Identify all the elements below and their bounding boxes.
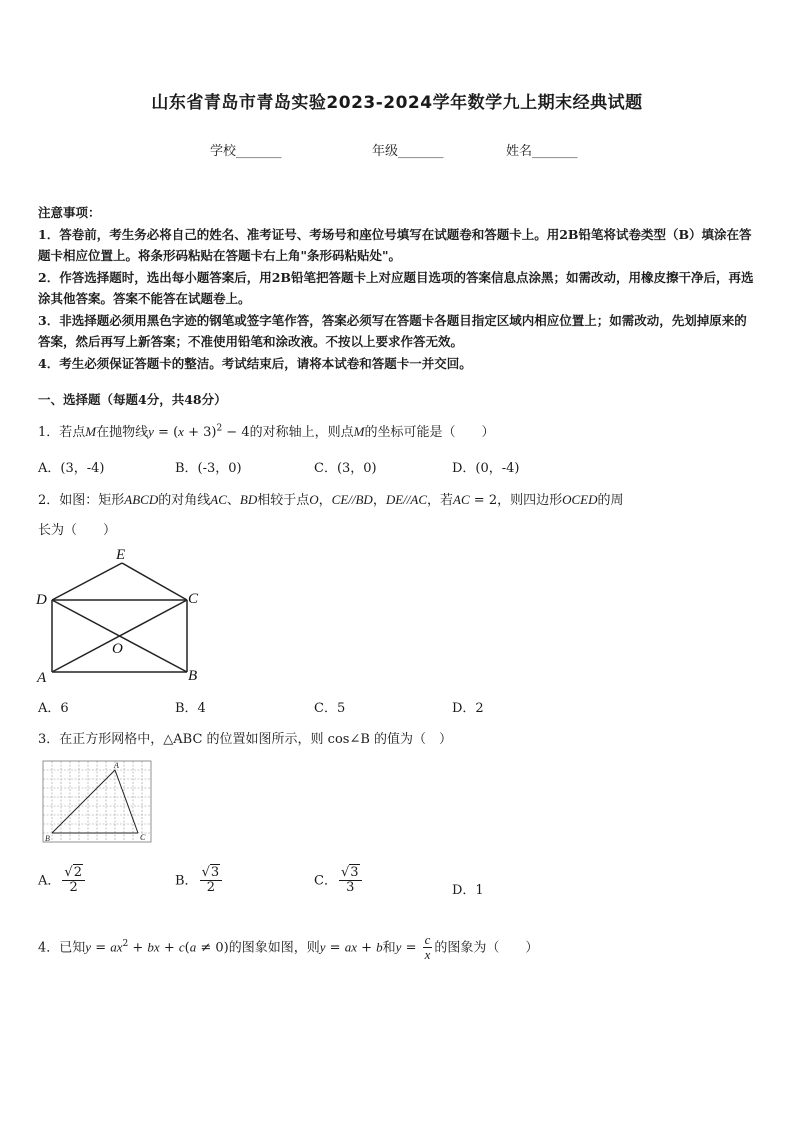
notes-item: 4．考生必须保证答题卡的整洁。考试结束后，请将本试卷和答题卡一并交回。 <box>38 355 472 371</box>
side-ac <box>115 770 138 833</box>
q4-text: 和 <box>382 940 396 956</box>
q2-option-c: C．5 <box>314 701 346 716</box>
q1-var: M <box>353 424 365 439</box>
label-a: A <box>114 761 119 770</box>
option-label: C． <box>314 873 337 889</box>
q4-var: a <box>189 939 197 955</box>
q2-var: OCED <box>562 492 598 507</box>
q2-text: 相较于点 <box>257 493 310 508</box>
label-c: C <box>188 591 199 607</box>
question-4 <box>38 933 538 963</box>
page-title: 山东省青岛市青岛实验2023-2024学年数学九上期末经典试题 <box>151 93 643 113</box>
q2-option-b: B．4 <box>175 701 206 716</box>
notes-section <box>38 202 758 374</box>
q1-text: 的对称轴上，则点 <box>249 425 354 440</box>
q2-var: CE//BD <box>331 492 373 507</box>
radicand: 3 <box>350 865 359 880</box>
q2-var: DE//AC <box>385 492 428 507</box>
q1-option-d: D．(0，-4) <box>452 461 520 476</box>
q4-math: + <box>128 940 148 956</box>
q4-var: c <box>178 939 185 955</box>
q1-math: = ( <box>153 425 179 440</box>
q3-option-a <box>38 866 87 896</box>
q3-option-d: D．1 <box>452 883 484 898</box>
label-c: C <box>140 833 146 842</box>
q1-text: 在抛物线 <box>96 425 149 440</box>
q4-var: y <box>319 939 326 955</box>
denominator: x <box>424 947 431 963</box>
denominator: 2 <box>69 880 78 896</box>
q4-text: 的图象为（ ） <box>434 940 539 956</box>
label-e: E <box>116 547 126 563</box>
q4-math: = <box>91 940 111 956</box>
q2-text: ，则四边形 <box>497 493 563 508</box>
q2-text: 、 <box>226 493 240 508</box>
q1-option-c: C．(3，0) <box>314 461 377 476</box>
q4-var: y <box>85 939 92 955</box>
label-o: O <box>112 641 123 657</box>
q1-option-b: B．(-3，0) <box>175 461 242 476</box>
square-grid <box>43 761 151 842</box>
q1-option-a: A．(3，-4) <box>38 461 105 476</box>
q2-var: O <box>309 492 319 507</box>
q2-var: AC <box>210 492 227 507</box>
q2-text: ，若 <box>427 493 454 508</box>
fraction: $\frac{√3}{3}$ <box>339 866 362 896</box>
fraction <box>423 933 433 963</box>
q4-exponent: 2 <box>122 938 129 949</box>
q1-var: x <box>178 424 184 439</box>
notes-item: 2．作答选择题时，选出每小题答案后，用2B铅笔把答题卡上对应题目选项的答案信息点涂黑；如需改动，用橡皮擦干净后，再选涂其他答案。答案不能答在试题卷上。 <box>38 269 754 306</box>
q3-option-b <box>175 866 224 896</box>
q1-var: y <box>148 424 154 439</box>
q4-math: ( <box>184 940 190 956</box>
denominator: 2 <box>206 880 215 896</box>
q2-text: 的对角线 <box>158 493 211 508</box>
fraction: $\frac{√3}{2}$ <box>200 866 223 896</box>
notes-item: 1．答卷前，考生务必将自己的姓名、准考证号、考场号和座位号填写在试题卷和答题卡上。用2B铅笔将试卷类型（B）填涂在答题卡相应位置上。将条形码粘贴在答题卡右上角"条形码粘贴处"。 <box>38 226 752 263</box>
section-heading: 一、选择题（每题4分，共48分） <box>38 392 227 407</box>
q4-var: bx <box>147 939 160 955</box>
q2-var: AC <box>453 492 470 507</box>
q2-text: 2．如图：矩形 <box>38 493 125 508</box>
question-1 <box>38 421 494 440</box>
q2-text: 的周 <box>597 493 624 508</box>
radicand: 3 <box>210 865 220 880</box>
grade-field: 年级_______ <box>372 144 444 159</box>
label-b: B <box>45 834 50 843</box>
q2-math: = 2 <box>469 493 498 508</box>
label-a: A <box>37 670 47 685</box>
label-b: B <box>188 668 198 684</box>
q2-text: ， <box>372 493 386 508</box>
rectangle-figure <box>34 545 204 685</box>
grid-triangle-figure <box>40 758 154 846</box>
q4-var: b <box>376 939 383 955</box>
fraction: $\frac{√2}{2}$ <box>62 866 85 896</box>
q3-option-c <box>314 866 364 896</box>
q4-math: ≠ 0) <box>196 940 229 956</box>
numerator: c <box>424 932 431 947</box>
q1-math: + 3) <box>183 425 217 440</box>
q4-math: + <box>159 940 179 956</box>
denominator: 3 <box>346 880 355 896</box>
q1-exponent: 2 <box>216 423 223 434</box>
q4-var: y <box>395 939 402 955</box>
q1-math: − 4 <box>222 425 250 440</box>
q4-var: ax <box>344 939 357 955</box>
q4-math: = <box>325 940 345 956</box>
q4-math: + <box>356 940 377 956</box>
q2-var: BD <box>239 492 258 507</box>
question-2 <box>38 489 624 508</box>
label-d: D <box>36 592 47 608</box>
q4-text: 4．已知 <box>38 940 86 956</box>
option-label: A． <box>38 873 61 889</box>
q2-var: ABCD <box>124 492 159 507</box>
option-label: B． <box>175 873 198 889</box>
q4-math: = <box>401 940 421 956</box>
q2-option-d: D．2 <box>452 701 484 716</box>
radicand: 2 <box>73 865 82 880</box>
segment-de <box>52 563 122 600</box>
name-field: 姓名_______ <box>506 144 578 159</box>
school-field: 学校_______ <box>210 144 282 159</box>
q1-var: M <box>85 424 97 439</box>
notes-item: 3．非选择题必须用黑色字迹的钢笔或签字笔作答，答案必须写在答题卡各题目指定区域内相应位置上；如需改动，先划掉原来的答案，然后再写上新答案；不准使用铅笔和涂改液。不按以上要求作答无效。 <box>38 312 747 349</box>
q1-text: 的坐标可能是（ ） <box>364 425 495 440</box>
notes-heading: 注意事项： <box>38 205 101 220</box>
q2-text: ， <box>318 493 332 508</box>
q4-text: 的图象如图，则 <box>228 940 320 956</box>
question-2-line2: 长为（ ） <box>38 523 117 538</box>
q1-text: 1．若点 <box>38 425 86 440</box>
q2-option-a: A．6 <box>38 701 69 716</box>
side-ba <box>52 770 115 833</box>
question-3: 3．在正方形网格中，△ABC 的位置如图所示，则 cos∠B 的值为（ ） <box>38 732 453 747</box>
segment-ec <box>122 563 187 600</box>
q4-var: ax <box>110 939 123 955</box>
